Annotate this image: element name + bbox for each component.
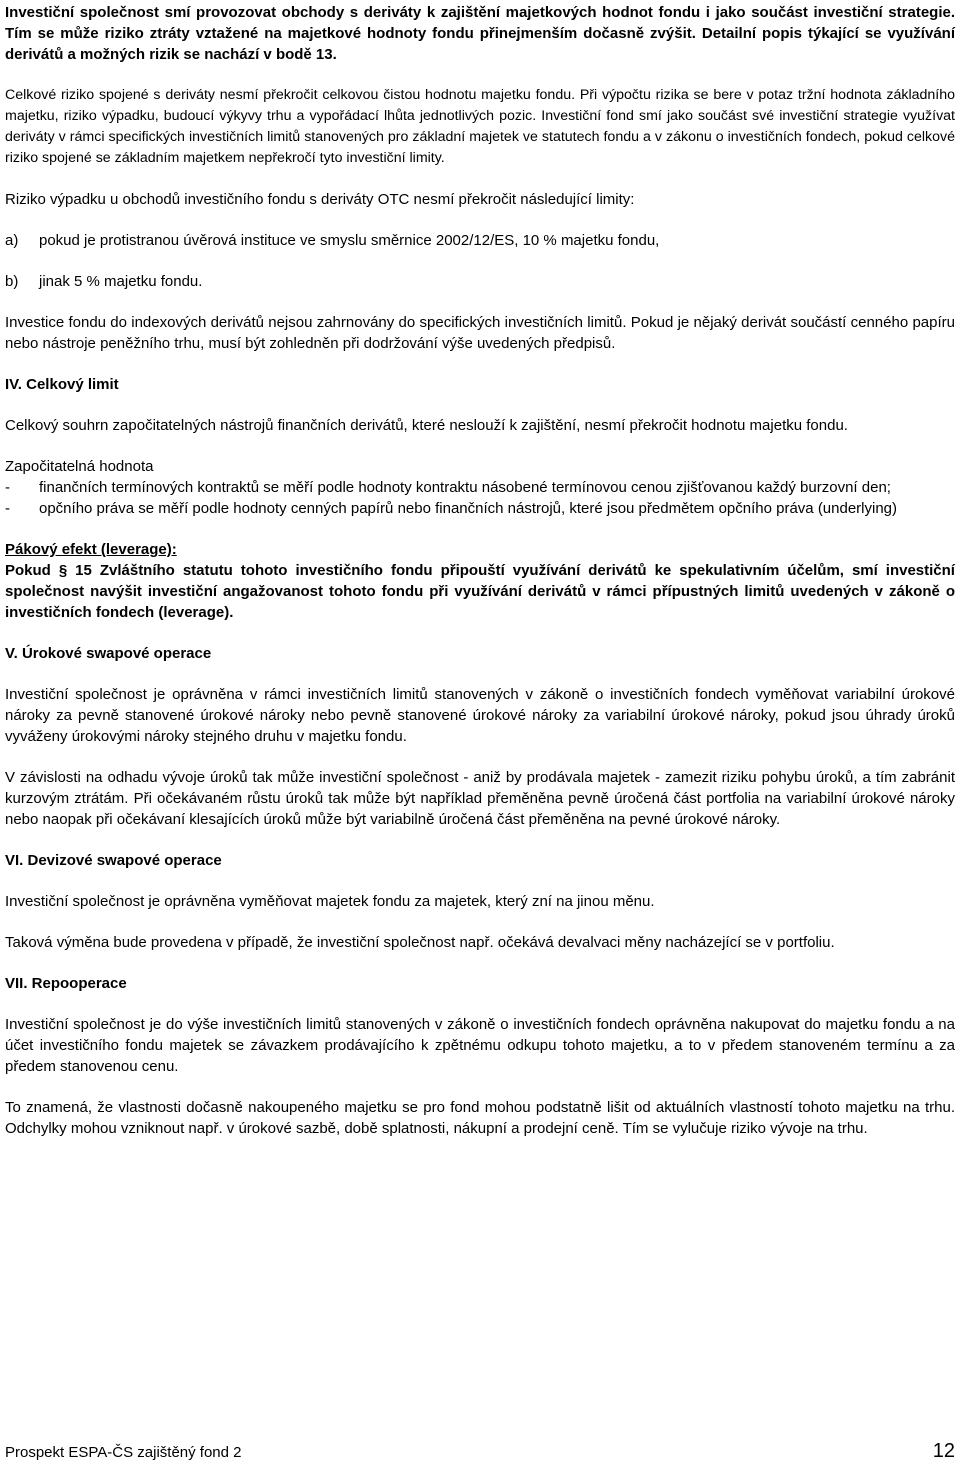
leverage-text: Zvláštního statutu tohoto investičního fondu připouští využívání derivátů ke spekulativním účelům, smí investiční společnost navýšit investiční angažovanost tohoto fondu při využívání derivátů v rámci přípustných limitů uvedených v zákoně o investičních fondech (leverage). [5,562,955,621]
section-v-heading: V. Úrokové swapové operace [5,645,212,662]
leverage-section-ref: § 15 [58,562,92,579]
list-label: a) [5,232,19,249]
section-vii-paragraph-2: To znamená, že vlastnosti dočasně nakoupeného majetku se pro fond mohou podstatně lišit od aktuálních vlastností tohoto majetku na trhu. Odchylky mohou vzniknout např. v úrokové sazbě, době splatnosti, nákupní a prodejní ceně. Tím se vylučuje riziko vývoje na trhu. [5,1099,955,1137]
list-label: - [5,500,10,517]
section-vi-paragraph-1: Investiční společnost je oprávněna vyměňovat majetek fondu za majetek, který zní na jinou měnu. [5,893,655,910]
list-item [5,271,955,292]
index-paragraph: Investice fondu do indexových derivátů nejsou zahrnovány do specifických investičních limitů. Pokud je nějaký derivát součástí cenného papíru nebo nástroje peněžního trhu, musí být zohledněn při dodržování výše uvedených předpisů. [5,314,955,352]
list-item [5,498,955,519]
leverage-paragraph [5,560,955,623]
section-v-paragraph-2: V závislosti na odhadu vývoje úroků tak může investiční společnost - aniž by prodávala majetek - zamezit riziku pohybu úroků, a tím zabránit kurzovým ztrátám. Při očekávaném růstu úroků tak může být například přeměněna pevně úročená část portfolia na variabilní úrokové nároky nebo naopak při očekávaní klesajících úroků může být variabilně úročená část přeměněna na pevné úrokové nároky. [5,769,955,828]
section-vi-paragraph-2: Taková výměna bude provedena v případě, že investiční společnost např. očekává devalvaci měny nacházející se v portfoliu. [5,934,835,951]
footer-page-number: 12 [932,1440,955,1462]
section-iv-paragraph: Celkový souhrn započitatelných nástrojů finančních derivátů, které neslouží k zajištění, nesmí překročit hodnotu majetku fondu. [5,417,848,434]
section-vii-heading: VII. Repooperace [5,975,127,992]
list-item [5,230,955,251]
footer-document-name: Prospekt ESPA-ČS zajištěný fond 2 [5,1444,242,1461]
list-text: opčního práva se měří podle hodnoty cenných papírů nebo finančních nástrojů, které jsou předmětem opčního práva (underlying) [39,500,898,517]
risk-paragraph: Celkové riziko spojené s deriváty nesmí překročit celkovou čistou hodnotu majetku fondu. Při výpočtu rizika se bere v potaz tržní hodnota základního majetku, riziko výpadku, budoucí výkyvy trhu a vypořádací lhůta jednotlivých pozic. Investiční fond smí jako součást své investiční strategie využívat deriváty v rámci specifických investičních limitů stanovených pro základní majetek ve statutech fondu a v zákonu o investičních fondech, pokud celkové riziko spojené se základním majetkem nepřekročí tyto investiční limity. [5,87,955,166]
section-iv-heading: IV. Celkový limit [5,376,119,393]
list-item [5,477,955,498]
page-footer [5,1440,955,1466]
list-label: - [5,479,10,496]
section-iv-subheading: Započitatelná hodnota [5,458,154,475]
otc-intro: Riziko výpadku u obchodů investičního fondu s deriváty OTC nesmí překročit následující limity: [5,191,635,208]
list-text: jinak 5 % majetku fondu. [39,273,203,290]
list-text: pokud je protistranou úvěrová instituce ve smyslu směrnice 2002/12/ES, 10 % majetku fondu, [39,232,660,249]
section-vii-paragraph-1: Investiční společnost je do výše investičních limitů stanovených v zákoně o investičních fondech oprávněna nakupovat do majetku fondu a na účet investičního fondu majetek se závazkem prodávajícího k zpětnému odkupu tohoto majetku, a to v předem stanoveném termínu a za předem stanovenou cenu. [5,1016,955,1075]
leverage-heading [5,539,955,560]
leverage-heading-text: Pákový efekt (leverage): [5,541,177,558]
intro-paragraph: Investiční společnost smí provozovat obchody s deriváty k zajištění majetkových hodnot fondu i jako součást investiční strategie. Tím se může riziko ztráty vztažené na majetkové hodnoty fondu přinejmenším dočasně zvýšit. Detailní popis týkající se využívání derivátů a možných rizik se nachází v bodě 13. [5,4,955,63]
section-vi-heading: VI. Devizové swapové operace [5,852,222,869]
document-page [5,2,955,1139]
section-v-paragraph-1: Investiční společnost je oprávněna v rámci investičních limitů stanovených v zákoně o investičních fondech vyměňovat variabilní úrokové nároky za pevně stanovené úrokové nároky nebo pevně stanovené úrokové nároky za variabilní úrokové nároky, pokud jsou úhrady úroků vyváženy úrokovými nároky stejného druhu v majetku fondu. [5,686,955,745]
list-text: finančních termínových kontraktů se měří podle hodnoty kontraktu násobené termínovou cenou zjišťovanou každý burzovní den; [39,479,891,496]
list-label: b) [5,273,19,290]
leverage-prefix: Pokud [5,562,59,579]
